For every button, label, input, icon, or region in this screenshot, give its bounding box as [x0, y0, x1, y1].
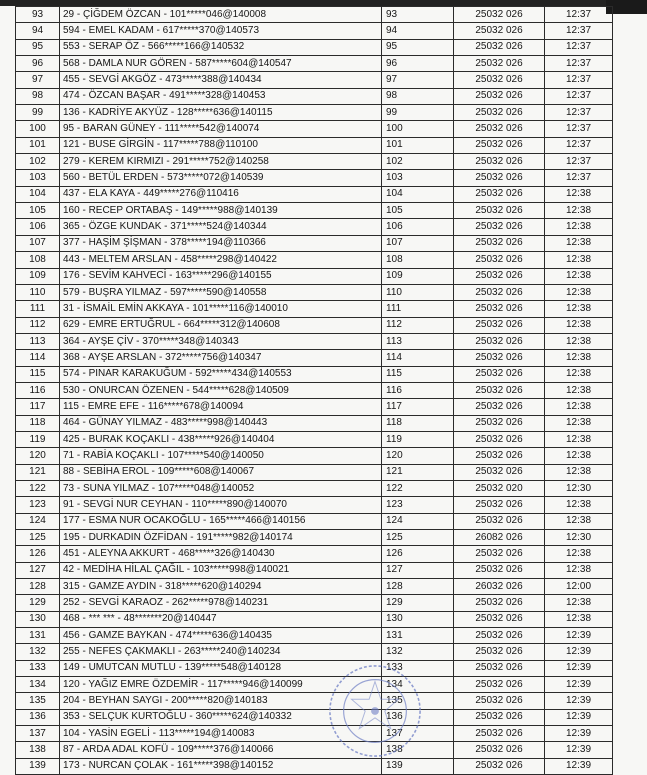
entry-time: 12:38: [545, 268, 613, 284]
row-number: 115: [16, 366, 60, 382]
entry-time: 12:39: [545, 758, 613, 774]
row-number: 108: [16, 252, 60, 268]
row-number: 120: [16, 448, 60, 464]
entry-time: 12:38: [545, 350, 613, 366]
entry-time: 12:39: [545, 726, 613, 742]
official-stamp: [326, 662, 424, 760]
table-row: [16, 366, 613, 382]
entry-time: 12:38: [545, 562, 613, 578]
candidate-entry: 425 - BURAK KOÇAKLI - 438*****926@140404: [60, 431, 382, 447]
table-row: [16, 235, 613, 251]
table-row: [16, 595, 613, 611]
row-number: 95: [16, 39, 60, 55]
candidate-entry: 629 - EMRE ERTUĞRUL - 664*****312@140608: [60, 317, 382, 333]
table-row: [16, 154, 613, 170]
table-row: [16, 350, 613, 366]
row-number: 124: [16, 513, 60, 529]
sequence-number: 107: [382, 235, 454, 251]
sequence-number: 110: [382, 284, 454, 300]
row-number: 93: [16, 7, 60, 23]
row-number: 126: [16, 546, 60, 562]
entry-time: 12:00: [545, 579, 613, 595]
session-code: 25032 026: [454, 301, 545, 317]
entry-time: 12:39: [545, 660, 613, 676]
session-code: 25032 026: [454, 742, 545, 758]
entry-time: 12:38: [545, 333, 613, 349]
sequence-number: 120: [382, 448, 454, 464]
sequence-number: 128: [382, 579, 454, 595]
candidate-entry: 315 - GAMZE AYDIN - 318*****620@140294: [60, 579, 382, 595]
row-number: 128: [16, 579, 60, 595]
row-number: 119: [16, 431, 60, 447]
sequence-number: 134: [382, 677, 454, 693]
row-number: 107: [16, 235, 60, 251]
row-number: 136: [16, 709, 60, 725]
entry-time: 12:37: [545, 121, 613, 137]
candidate-entry: 560 - BETÜL ERDEN - 573*****072@140539: [60, 170, 382, 186]
row-number: 130: [16, 611, 60, 627]
entry-time: 12:37: [545, 105, 613, 121]
table-row: [16, 121, 613, 137]
session-code: 25032 026: [454, 595, 545, 611]
row-number: 132: [16, 644, 60, 660]
session-code: 25032 026: [454, 39, 545, 55]
entry-time: 12:38: [545, 382, 613, 398]
candidate-entry: 368 - AYŞE ARSLAN - 372*****756@140347: [60, 350, 382, 366]
row-number: 121: [16, 464, 60, 480]
entry-time: 12:30: [545, 530, 613, 546]
candidate-entry: 455 - SEVGİ AKGÖZ - 473*****388@140434: [60, 72, 382, 88]
row-number: 138: [16, 742, 60, 758]
entry-time: 12:37: [545, 137, 613, 153]
row-number: 125: [16, 530, 60, 546]
entry-time: 12:37: [545, 39, 613, 55]
sequence-number: 114: [382, 350, 454, 366]
session-code: 25032 026: [454, 219, 545, 235]
sequence-number: 93: [382, 7, 454, 23]
session-code: 26032 026: [454, 579, 545, 595]
entry-time: 12:38: [545, 235, 613, 251]
entry-time: 12:38: [545, 301, 613, 317]
entry-time: 12:38: [545, 284, 613, 300]
sequence-number: 119: [382, 431, 454, 447]
session-code: 25032 026: [454, 72, 545, 88]
sequence-number: 95: [382, 39, 454, 55]
candidate-entry: 530 - ONURCAN ÖZENEN - 544*****628@140509: [60, 382, 382, 398]
entry-time: 12:38: [545, 431, 613, 447]
sequence-number: 132: [382, 644, 454, 660]
row-number: 139: [16, 758, 60, 774]
candidate-entry: 456 - GAMZE BAYKAN - 474*****636@140435: [60, 628, 382, 644]
candidate-entry: 91 - SEVGİ NUR CEYHAN - 110*****890@140070: [60, 497, 382, 513]
row-number: 137: [16, 726, 60, 742]
session-code: 25032 026: [454, 268, 545, 284]
row-number: 133: [16, 660, 60, 676]
row-number: 96: [16, 56, 60, 72]
candidate-entry: 87 - ARDA ADAL KOFÜ - 109*****376@140066: [60, 742, 382, 758]
entry-time: 12:38: [545, 317, 613, 333]
candidate-entry: 73 - SUNA YILMAZ - 107*****048@140052: [60, 480, 382, 496]
table-row: [16, 431, 613, 447]
candidate-entry: 120 - YAĞIZ EMRE ÖZDEMİR - 117*****946@140099: [60, 677, 382, 693]
row-number: 97: [16, 72, 60, 88]
sequence-number: 124: [382, 513, 454, 529]
entry-time: 12:38: [545, 611, 613, 627]
table-row: [16, 480, 613, 496]
table-row: [16, 382, 613, 398]
candidate-entry: 195 - DURKADIN ÖZFİDAN - 191*****982@140174: [60, 530, 382, 546]
candidate-entry: 279 - KEREM KIRMIZI - 291*****752@140258: [60, 154, 382, 170]
entry-time: 12:39: [545, 742, 613, 758]
table-row: [16, 546, 613, 562]
table-row: [16, 758, 613, 774]
candidate-entry: 353 - SELÇUK KURTOĞLU - 360*****624@140332: [60, 709, 382, 725]
table-row: [16, 137, 613, 153]
row-number: 135: [16, 693, 60, 709]
row-number: 106: [16, 219, 60, 235]
table-row: [16, 39, 613, 55]
entry-time: 12:39: [545, 677, 613, 693]
table-row: [16, 464, 613, 480]
table-body: [16, 7, 613, 775]
entry-time: 12:39: [545, 693, 613, 709]
table-row: [16, 660, 613, 676]
candidate-entry: 173 - NURCAN ÇOLAK - 161*****398@140152: [60, 758, 382, 774]
row-number: 103: [16, 170, 60, 186]
table-row: [16, 742, 613, 758]
candidate-entry: 176 - SEVİM KAHVECİ - 163*****296@140155: [60, 268, 382, 284]
table-row: [16, 186, 613, 202]
entry-time: 12:30: [545, 480, 613, 496]
entry-time: 12:38: [545, 203, 613, 219]
table-row: [16, 497, 613, 513]
candidate-entry: 160 - RECEP ORTABAŞ - 149*****988@140139: [60, 203, 382, 219]
session-code: 25032 026: [454, 726, 545, 742]
sequence-number: 115: [382, 366, 454, 382]
sequence-number: 123: [382, 497, 454, 513]
sequence-number: 98: [382, 88, 454, 104]
table-row: [16, 7, 613, 23]
entry-time: 12:39: [545, 709, 613, 725]
entry-time: 12:38: [545, 497, 613, 513]
session-code: 26082 026: [454, 530, 545, 546]
session-code: 25032 026: [454, 464, 545, 480]
row-number: 112: [16, 317, 60, 333]
row-number: 100: [16, 121, 60, 137]
table-row: [16, 611, 613, 627]
session-code: 25032 026: [454, 350, 545, 366]
sequence-number: 113: [382, 333, 454, 349]
sequence-number: 131: [382, 628, 454, 644]
session-code: 25032 026: [454, 513, 545, 529]
session-code: 25032 026: [454, 758, 545, 774]
session-code: 25032 026: [454, 644, 545, 660]
session-code: 25032 020: [454, 480, 545, 496]
table-row: [16, 562, 613, 578]
sequence-number: 135: [382, 693, 454, 709]
sequence-number: 100: [382, 121, 454, 137]
candidate-entry: 574 - PINAR KARAKUĞUM - 592*****434@140553: [60, 366, 382, 382]
session-code: 25032 026: [454, 677, 545, 693]
session-code: 25032 026: [454, 497, 545, 513]
entry-time: 12:38: [545, 219, 613, 235]
table-row: [16, 415, 613, 431]
table-row: [16, 301, 613, 317]
row-number: 134: [16, 677, 60, 693]
table-row: [16, 284, 613, 300]
table-row: [16, 203, 613, 219]
entry-time: 12:38: [545, 464, 613, 480]
session-code: 25032 026: [454, 693, 545, 709]
sequence-number: 101: [382, 137, 454, 153]
entry-time: 12:37: [545, 170, 613, 186]
row-number: 118: [16, 415, 60, 431]
entry-time: 12:39: [545, 628, 613, 644]
session-code: 25032 026: [454, 415, 545, 431]
candidate-entry: 377 - HAŞİM ŞİŞMAN - 378*****194@110366: [60, 235, 382, 251]
table-row: [16, 530, 613, 546]
session-code: 25032 026: [454, 186, 545, 202]
candidate-entry: 149 - UMUTCAN MUTLU - 139*****548@140128: [60, 660, 382, 676]
row-number: 117: [16, 399, 60, 415]
session-code: 25032 026: [454, 546, 545, 562]
candidate-entry: 29 - ÇİĞDEM ÖZCAN - 101*****046@140008: [60, 7, 382, 23]
row-number: 131: [16, 628, 60, 644]
session-code: 25032 026: [454, 137, 545, 153]
row-number: 109: [16, 268, 60, 284]
table-row: [16, 219, 613, 235]
candidate-entry: 31 - İSMAİL EMİN AKKAYA - 101*****116@140010: [60, 301, 382, 317]
sequence-number: 136: [382, 709, 454, 725]
table-row: [16, 726, 613, 742]
table-row: [16, 317, 613, 333]
sequence-number: 102: [382, 154, 454, 170]
row-number: 102: [16, 154, 60, 170]
candidate-entry: 42 - MEDİHA HİLAL ÇAĞIL - 103*****998@140021: [60, 562, 382, 578]
sequence-number: 125: [382, 530, 454, 546]
table-row: [16, 105, 613, 121]
sequence-number: 94: [382, 23, 454, 39]
row-number: 129: [16, 595, 60, 611]
candidate-entry: 88 - SEBİHA EROL - 109*****608@140067: [60, 464, 382, 480]
entry-time: 12:37: [545, 23, 613, 39]
session-code: 25032 026: [454, 317, 545, 333]
session-code: 25032 026: [454, 709, 545, 725]
candidate-entry: 365 - ÖZGE KUNDAK - 371*****524@140344: [60, 219, 382, 235]
session-code: 25032 026: [454, 7, 545, 23]
candidate-entry: 255 - NEFES ÇAKMAKLI - 263*****240@140234: [60, 644, 382, 660]
sequence-number: 133: [382, 660, 454, 676]
sequence-number: 118: [382, 415, 454, 431]
session-code: 25032 026: [454, 431, 545, 447]
candidate-entry: 464 - GÜNAY YILMAZ - 483*****998@140443: [60, 415, 382, 431]
sequence-number: 111: [382, 301, 454, 317]
table-row: [16, 88, 613, 104]
session-code: 25032 026: [454, 399, 545, 415]
table-row: [16, 709, 613, 725]
entry-time: 12:37: [545, 72, 613, 88]
candidate-entry: 437 - ELA KAYA - 449*****276@110416: [60, 186, 382, 202]
table-row: [16, 170, 613, 186]
row-number: 94: [16, 23, 60, 39]
sequence-number: 99: [382, 105, 454, 121]
sequence-number: 108: [382, 252, 454, 268]
row-number: 104: [16, 186, 60, 202]
session-code: 25032 026: [454, 170, 545, 186]
row-number: 105: [16, 203, 60, 219]
entry-time: 12:38: [545, 415, 613, 431]
entry-time: 12:37: [545, 56, 613, 72]
sequence-number: 104: [382, 186, 454, 202]
entry-time: 12:38: [545, 399, 613, 415]
entry-time: 12:38: [545, 513, 613, 529]
sequence-number: 105: [382, 203, 454, 219]
row-number: 123: [16, 497, 60, 513]
candidate-entry: 579 - BUŞRA YILMAZ - 597*****590@140558: [60, 284, 382, 300]
session-code: 25032 026: [454, 448, 545, 464]
candidate-entry: 71 - RABİA KOÇAKLI - 107*****540@140050: [60, 448, 382, 464]
entry-time: 12:38: [545, 252, 613, 268]
table-row: [16, 56, 613, 72]
session-code: 25032 026: [454, 628, 545, 644]
table-row: [16, 644, 613, 660]
session-code: 25032 026: [454, 562, 545, 578]
candidate-entry: 443 - MELTEM ARSLAN - 458*****298@140422: [60, 252, 382, 268]
candidate-entry: 594 - EMEL KADAM - 617*****370@140573: [60, 23, 382, 39]
candidate-entry: 568 - DAMLA NUR GÖREN - 587*****604@140547: [60, 56, 382, 72]
session-code: 25032 026: [454, 660, 545, 676]
row-number: 99: [16, 105, 60, 121]
entry-time: 12:38: [545, 546, 613, 562]
sequence-number: 137: [382, 726, 454, 742]
session-code: 25032 026: [454, 611, 545, 627]
sequence-number: 129: [382, 595, 454, 611]
candidate-entry: 364 - AYŞE ÇİV - 370*****348@140343: [60, 333, 382, 349]
session-code: 25032 026: [454, 23, 545, 39]
session-code: 25032 026: [454, 284, 545, 300]
sequence-number: 122: [382, 480, 454, 496]
session-code: 25032 026: [454, 88, 545, 104]
sequence-number: 112: [382, 317, 454, 333]
sequence-number: 109: [382, 268, 454, 284]
row-number: 127: [16, 562, 60, 578]
attendance-table: [15, 6, 613, 775]
candidate-entry: 451 - ALEYNA AKKURT - 468*****326@140430: [60, 546, 382, 562]
candidate-entry: 204 - BEYHAN SAYGI - 200*****820@140183: [60, 693, 382, 709]
session-code: 25032 026: [454, 252, 545, 268]
row-number: 98: [16, 88, 60, 104]
entry-time: 12:38: [545, 186, 613, 202]
candidate-entry: 553 - SERAP ÖZ - 566*****166@140532: [60, 39, 382, 55]
session-code: 25032 026: [454, 121, 545, 137]
table-row: [16, 628, 613, 644]
table-row: [16, 252, 613, 268]
table-row: [16, 677, 613, 693]
candidate-entry: 468 - *** *** - 48*******20@140447: [60, 611, 382, 627]
sequence-number: 117: [382, 399, 454, 415]
sequence-number: 121: [382, 464, 454, 480]
entry-time: 12:38: [545, 448, 613, 464]
entry-time: 12:38: [545, 366, 613, 382]
session-code: 25032 026: [454, 154, 545, 170]
candidate-entry: 252 - SEVGİ KARAOZ - 262*****978@140231: [60, 595, 382, 611]
sequence-number: 130: [382, 611, 454, 627]
entry-time: 12:37: [545, 154, 613, 170]
session-code: 25032 026: [454, 235, 545, 251]
table-row: [16, 72, 613, 88]
session-code: 25032 026: [454, 333, 545, 349]
entry-time: 12:38: [545, 595, 613, 611]
sequence-number: 103: [382, 170, 454, 186]
session-code: 25032 026: [454, 56, 545, 72]
row-number: 113: [16, 333, 60, 349]
table-row: [16, 448, 613, 464]
table-row: [16, 693, 613, 709]
table-row: [16, 579, 613, 595]
row-number: 101: [16, 137, 60, 153]
candidate-entry: 177 - ESMA NUR OCAKOĞLU - 165*****466@140156: [60, 513, 382, 529]
session-code: 25032 026: [454, 382, 545, 398]
entry-time: 12:37: [545, 88, 613, 104]
sequence-number: 138: [382, 742, 454, 758]
table-row: [16, 268, 613, 284]
sequence-number: 127: [382, 562, 454, 578]
row-number: 111: [16, 301, 60, 317]
sequence-number: 116: [382, 382, 454, 398]
candidate-entry: 136 - KADRİYE AKYÜZ - 128*****636@140115: [60, 105, 382, 121]
table-row: [16, 399, 613, 415]
sequence-number: 139: [382, 758, 454, 774]
candidate-entry: 104 - YASİN EGELİ - 113*****194@140083: [60, 726, 382, 742]
table-row: [16, 513, 613, 529]
row-number: 122: [16, 480, 60, 496]
sequence-number: 97: [382, 72, 454, 88]
table-row: [16, 333, 613, 349]
session-code: 25032 026: [454, 366, 545, 382]
table-row: [16, 23, 613, 39]
candidate-entry: 115 - EMRE EFE - 116*****678@140094: [60, 399, 382, 415]
candidate-entry: 121 - BUSE GİRGİN - 117*****788@110100: [60, 137, 382, 153]
row-number: 116: [16, 382, 60, 398]
row-number: 114: [16, 350, 60, 366]
sequence-number: 126: [382, 546, 454, 562]
candidate-entry: 474 - ÖZCAN BAŞAR - 491*****328@140453: [60, 88, 382, 104]
candidate-entry: 95 - BARAN GÜNEY - 111*****542@140074: [60, 121, 382, 137]
entry-time: 12:39: [545, 644, 613, 660]
session-code: 25032 026: [454, 203, 545, 219]
sequence-number: 96: [382, 56, 454, 72]
entry-time: 12:37: [545, 7, 613, 23]
sequence-number: 106: [382, 219, 454, 235]
row-number: 110: [16, 284, 60, 300]
session-code: 25032 026: [454, 105, 545, 121]
